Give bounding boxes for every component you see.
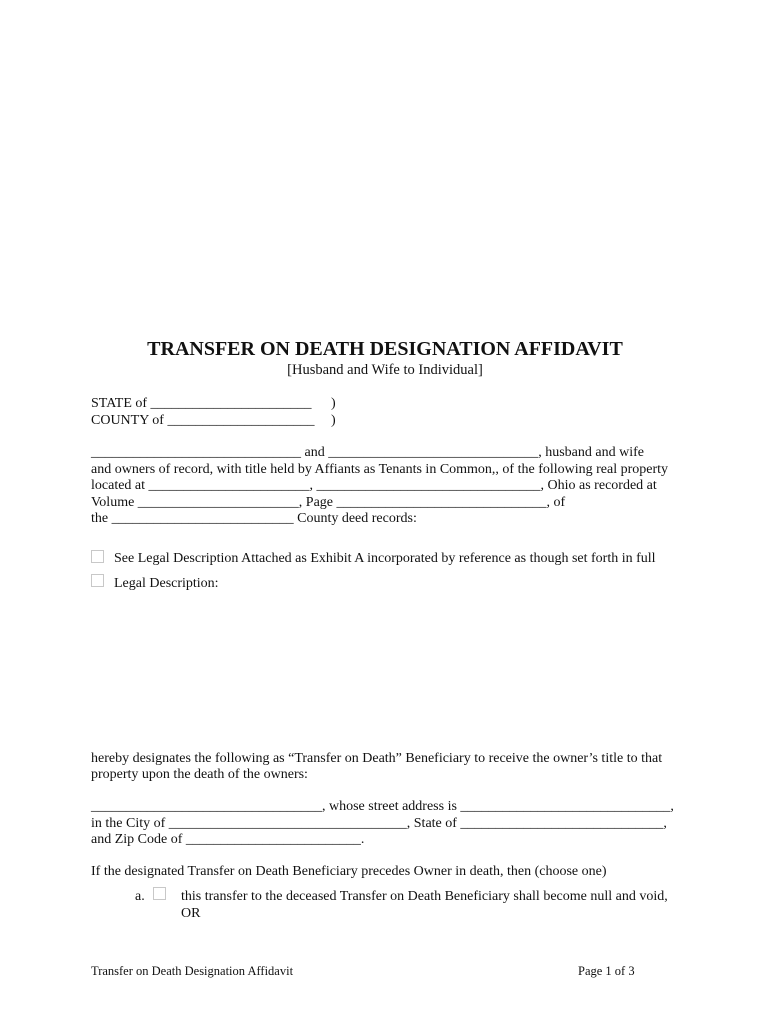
legal-description-label: Legal Description:: [114, 576, 219, 591]
option-a-letter: a.: [135, 889, 145, 904]
beneficiary-line-2: in the City of __________________________________, State of _____________________________,: [91, 816, 667, 831]
owners-line-2: and owners of record, with title held by Affiants as Tenants in Common,, of the following real property: [91, 462, 669, 477]
owners-line-1: ______________________________ and ______________________________, husband and wife: [91, 445, 644, 460]
designation-line-2: property upon the death of the owners:: [91, 767, 308, 782]
county-line: COUNTY of _____________________: [91, 413, 315, 428]
option-a-or: OR: [181, 906, 201, 921]
page-number: Page 1 of 3: [578, 964, 635, 978]
exhibit-a-label: See Legal Description Attached as Exhibit A incorporated by reference as though set forth in full: [114, 551, 656, 566]
option-a-text: this transfer to the deceased Transfer on Death Beneficiary shall become null and void,: [181, 889, 668, 904]
beneficiary-line-3: and Zip Code of _________________________.: [91, 832, 365, 847]
owners-line-4: Volume _______________________, Page ______________________________, of: [91, 495, 566, 510]
state-paren: ): [331, 396, 336, 411]
county-paren: ): [331, 413, 336, 428]
state-line: STATE of _______________________: [91, 396, 312, 411]
exhibit-a-checkbox[interactable]: [91, 550, 104, 563]
designation-line-1: hereby designates the following as “Transfer on Death” Beneficiary to receive the owner’s title to that: [91, 751, 663, 766]
beneficiary-line-1: _________________________________, whose street address is ______________________________,: [91, 799, 674, 814]
option-a-checkbox[interactable]: [153, 887, 166, 900]
legal-description-checkbox[interactable]: [91, 574, 104, 587]
document-title: TRANSFER ON DEATH DESIGNATION AFFIDAVIT: [147, 338, 623, 360]
owners-line-5: the __________________________ County deed records:: [91, 511, 417, 526]
document-subtitle: [Husband and Wife to Individual]: [287, 362, 483, 378]
footer-title: Transfer on Death Designation Affidavit: [91, 964, 294, 978]
predecease-intro: If the designated Transfer on Death Beneficiary precedes Owner in death, then (choose one): [91, 864, 607, 879]
owners-line-3: located at _______________________, ________________________________, Ohio as recorded at: [91, 478, 657, 493]
